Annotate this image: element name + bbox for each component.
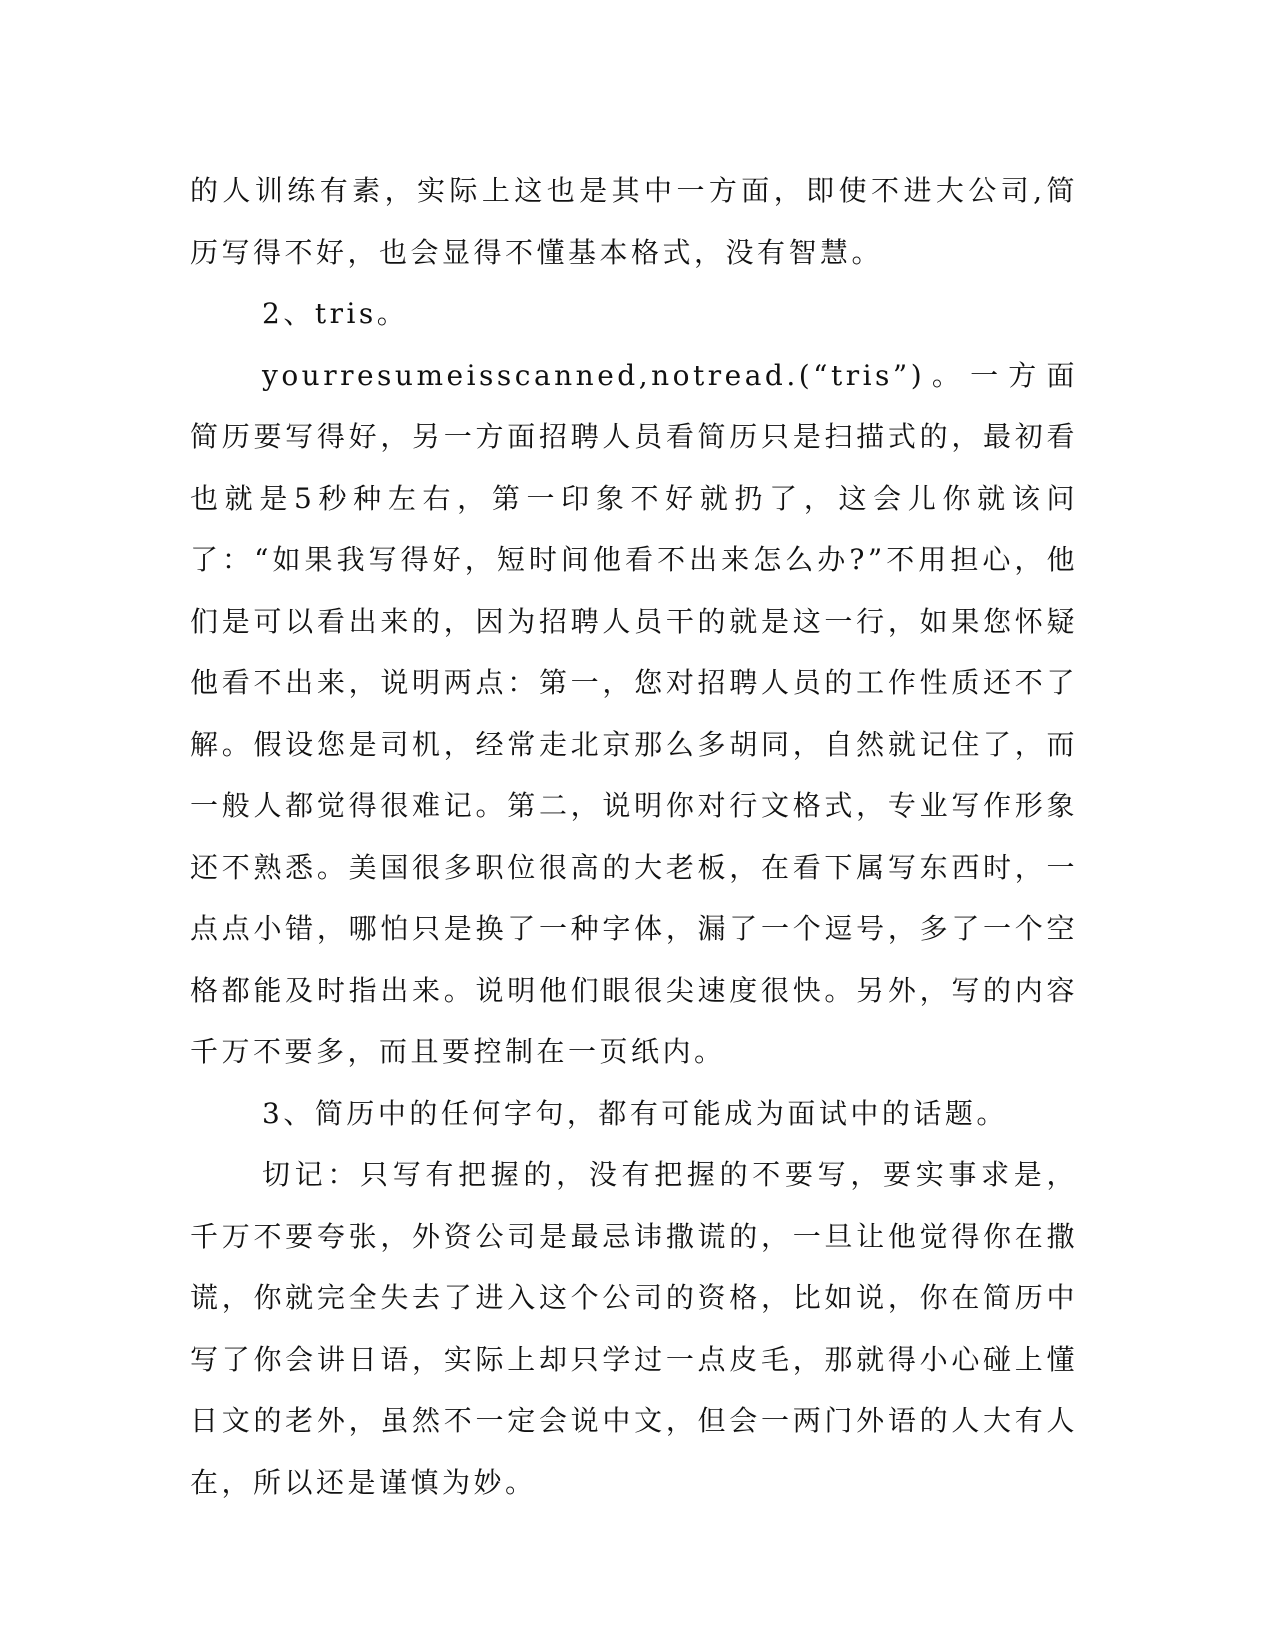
paragraph-2: 2、tris。 <box>262 297 409 330</box>
paragraph-4: 3、简历中的任何字句，都有可能成为面试中的话题。 <box>262 1096 1008 1130</box>
paragraph-1: 的人训练有素，实际上这也是其中一方面，即使不进大公司,简历写得不好，也会显得不懂基本格式，没有智慧。 <box>190 174 1078 269</box>
document-body <box>190 160 1078 1513</box>
paragraph-3: yourresumeisscanned,notread.(“tris”)。一方面简历要写得好，另一方面招聘人员看简历只是扫描式的，最初看也就是5秒种左右，第一印象不好就扔了，这会儿你就该问了：“如果我写得好，短时间他看不出来怎么办?”不用担心，他们是可以看出来的，因为招聘人员干的就是这一行，如果您怀疑他看不出来，说明两点：第一，您对招聘人员的工作性质还不了解。假设您是司机，经常走北京那么多胡同，自然就记住了，而一般人都觉得很难记。第二，说明你对行文格式，专业写作形象还不熟悉。美国很多职位很高的大老板，在看下属写东西时，一点点小错，哪怕只是换了一种字体，漏了一个逗号，多了一个空格都能及时指出来。说明他们眼很尖速度很快。另外，写的内容千万不要多，而且要控制在一页纸内。 <box>190 358 1078 1068</box>
paragraph-5: 切记：只写有把握的，没有把握的不要写，要实事求是，千万不要夸张，外资公司是最忌讳撒谎的，一旦让他觉得你在撒谎，你就完全失去了进入这个公司的资格，比如说，你在简历中写了你会讲日语，实际上却只学过一点皮毛，那就得小心碰上懂日文的老外，虽然不一定会说中文，但会一两门外语的人大有人在，所以还是谨慎为妙。 <box>190 1158 1078 1499</box>
